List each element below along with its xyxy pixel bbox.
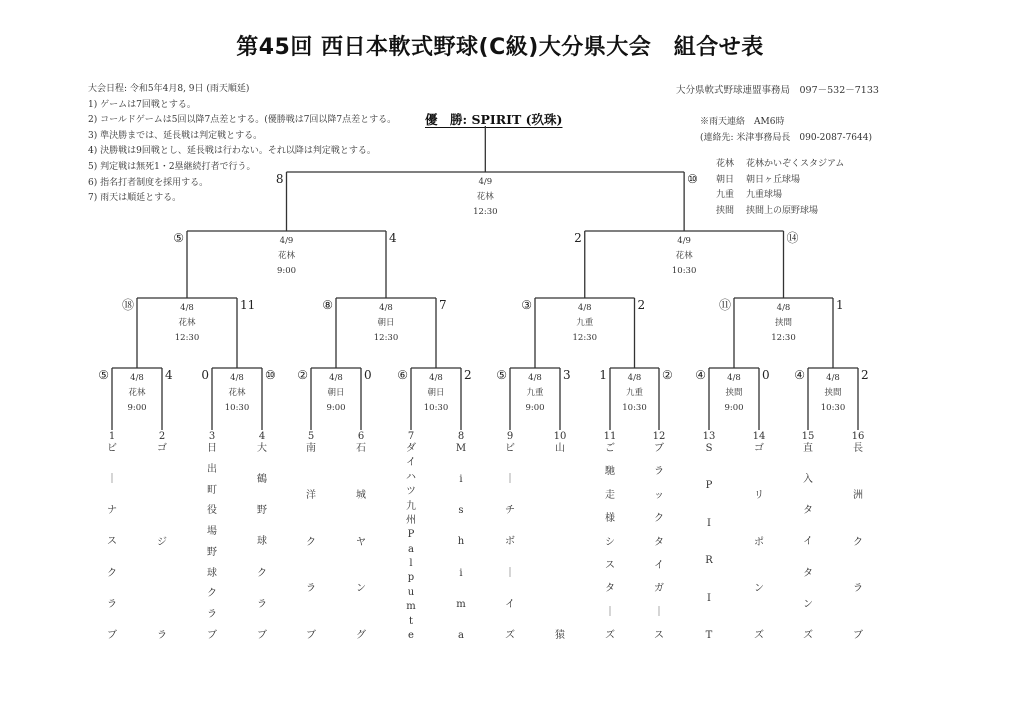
rain-contact-person: (連絡先: 米津事務局長 090-2087-7644) xyxy=(700,133,872,143)
round1-match-venue: 朝日 xyxy=(427,388,445,398)
venue-abbr: 九重 xyxy=(716,190,735,200)
team-number: 7 xyxy=(407,431,415,442)
rule-item: 2) コールドゲームは5回以降7点差とする。(優勝戦は7回以降7点差とする。 xyxy=(88,115,397,126)
rule-item: 3) 準決勝までは、延長戦は判定戦とする。 xyxy=(88,130,263,141)
team-entry xyxy=(498,431,522,641)
round1-match-venue: 九重 xyxy=(625,388,644,398)
round1-match-score-right: 0 xyxy=(762,368,770,382)
semifinal-match-date: 4/9 xyxy=(279,236,294,246)
quarterfinal-match-time: 12:30 xyxy=(771,333,796,343)
quarterfinal-match-date: 4/8 xyxy=(577,303,592,313)
team-number: 10 xyxy=(553,431,567,442)
venue-abbr: 朝日 xyxy=(716,174,735,185)
quarterfinal-match-score-right: 7 xyxy=(439,298,447,312)
round1-match-date: 4/8 xyxy=(627,373,642,383)
round1-match-venue: 花林 xyxy=(128,388,146,398)
team-name: S P I R I T xyxy=(705,443,713,641)
round1-match-score-left: ④ xyxy=(695,368,706,382)
quarterfinal-match-score-left: ⑧ xyxy=(322,298,333,312)
team-number: 14 xyxy=(752,431,766,442)
team-name: 南 洋 ク ラ ブ xyxy=(306,443,316,641)
team-name: ご 馳 走 様 シ ス タ ｜ ズ xyxy=(605,443,615,641)
round1-match-date: 4/8 xyxy=(429,373,443,383)
team-entry xyxy=(150,431,174,641)
semifinal-match-time: 10:30 xyxy=(671,266,697,276)
round1-match-venue: 挟間 xyxy=(725,388,743,398)
quarterfinal-match-score-left: ⑱ xyxy=(121,298,134,312)
quarterfinal-match-time: 12:30 xyxy=(572,333,597,343)
team-number: 13 xyxy=(702,431,716,442)
round1-match-score-left: ② xyxy=(297,368,308,382)
venue-name: 朝日ヶ丘球場 xyxy=(746,174,801,185)
team-number: 4 xyxy=(258,431,266,442)
round1-match-date: 4/8 xyxy=(826,373,840,383)
semifinal-match-score-right: 4 xyxy=(389,231,397,245)
quarterfinal-match-score-right: 11 xyxy=(240,298,256,312)
team-number: 2 xyxy=(158,431,166,442)
team-entry xyxy=(200,431,224,641)
round1-match-venue: 花林 xyxy=(228,388,246,398)
team-name: ダ イ ハ ツ 九 州 P a l p u m t e xyxy=(406,443,416,641)
team-number: 3 xyxy=(208,431,216,442)
round1-match-venue: 朝日 xyxy=(327,388,345,398)
round1-match-date: 4/8 xyxy=(130,373,144,383)
team-name: ビ ｜ チ ボ ｜ イ ズ xyxy=(505,443,515,641)
quarterfinal-match-venue: 朝日 xyxy=(377,318,395,328)
round1-match-score-left: ⑤ xyxy=(496,368,507,382)
team-name: 大 鶴 野 球 ク ラ ブ xyxy=(257,443,267,641)
team-entry xyxy=(449,431,473,641)
round1-match-score-right: 4 xyxy=(165,368,173,382)
quarterfinal-match-venue: 九重 xyxy=(576,318,594,328)
quarterfinal-match-venue: 花林 xyxy=(178,318,196,328)
final-match-score-left: 8 xyxy=(275,172,284,186)
team-entry xyxy=(349,431,373,641)
team-entry xyxy=(250,431,274,641)
round1-match-score-right: 2 xyxy=(464,368,472,382)
round1-match-score-right: ⑩ xyxy=(265,368,276,382)
round1-match-venue: 挟間 xyxy=(824,388,842,398)
round1-match-score-left: ④ xyxy=(794,368,805,382)
team-entry xyxy=(548,431,572,641)
round1-match-score-left: ⑥ xyxy=(397,368,408,382)
team-number: 11 xyxy=(603,431,617,442)
team-name: ブ ラ ッ ク タ イ ガ ｜ ス xyxy=(654,443,664,641)
team-name: 長 洲 ク ラ ブ xyxy=(853,443,863,641)
final-match-time: 12:30 xyxy=(473,207,498,217)
venue-abbr: 花林 xyxy=(716,159,735,169)
team-entry xyxy=(100,431,124,641)
round1-match-score-left: 0 xyxy=(201,368,209,382)
round1-match-time: 9:00 xyxy=(525,403,545,413)
round1-match-time: 9:00 xyxy=(326,403,346,413)
rule-item: 1) ゲームは7回戦とする。 xyxy=(88,99,196,110)
team-entry xyxy=(647,431,671,641)
round1-match-score-right: 3 xyxy=(563,368,571,382)
round1-match-time: 10:30 xyxy=(224,403,250,413)
team-number: 8 xyxy=(457,431,465,442)
quarterfinal-match-time: 12:30 xyxy=(174,333,200,343)
rule-item: 5) 判定戦は無死1・2塁継続打者で行う。 xyxy=(88,161,256,172)
round1-match-date: 4/8 xyxy=(329,373,343,383)
team-name: 石 城 ヤ ン グ xyxy=(356,443,366,641)
team-entry xyxy=(747,431,771,641)
round1-match-date: 4/8 xyxy=(727,373,741,383)
team-name: ゴ リ ポ ン ズ xyxy=(754,443,764,641)
team-entry xyxy=(299,431,323,641)
team-entry xyxy=(697,431,721,641)
semifinal-match-score-left: 2 xyxy=(574,231,582,245)
team-name: 日 出 町 役 場 野 球 ク ラ ブ xyxy=(207,443,217,641)
semifinal-match-venue: 花林 xyxy=(277,251,296,261)
venue-name: 挟間上の原野球場 xyxy=(746,205,819,216)
round1-match-score-left: ⑤ xyxy=(98,368,109,382)
round1-match-date: 4/8 xyxy=(528,373,542,383)
team-entry xyxy=(796,431,820,641)
rain-contact-time: ※雨天連絡 AM6時 xyxy=(700,117,785,127)
page-title: 第45回 西日本軟式野球(C級)大分県大会 組合せ表 xyxy=(236,35,764,60)
venue-abbr: 挟間 xyxy=(716,205,735,216)
round1-match-time: 10:30 xyxy=(622,403,647,413)
team-entry xyxy=(846,431,870,641)
round1-match-time: 9:00 xyxy=(724,403,744,413)
venue-name: 花林かいぞくスタジアム xyxy=(746,159,845,169)
quarterfinal-match-score-right: 2 xyxy=(637,298,646,312)
round1-match-score-right: 0 xyxy=(364,368,372,382)
quarterfinal-match-date: 4/8 xyxy=(776,303,791,313)
quarterfinal-match-venue: 挟間 xyxy=(774,318,793,328)
quarterfinal-match-date: 4/8 xyxy=(180,303,194,313)
semifinal-match-date: 4/9 xyxy=(677,236,691,246)
round1-match-score-right: ② xyxy=(662,368,673,382)
final-match-score-right: ⑩ xyxy=(687,172,698,186)
quarterfinal-match-date: 4/8 xyxy=(379,303,393,313)
final-match-date: 4/9 xyxy=(478,177,493,187)
rule-item: 7) 雨天は順延とする。 xyxy=(88,193,182,204)
quarterfinal-match-score-right: 1 xyxy=(836,298,844,312)
rule-schedule: 大会日程: 令和5年4月8, 9日 (雨天順延) xyxy=(88,84,250,94)
semifinal-match-venue: 花林 xyxy=(675,251,693,261)
venue-name: 九重球場 xyxy=(746,190,783,200)
round1-match-time: 10:30 xyxy=(423,403,449,413)
team-name: 山 猿 xyxy=(555,443,565,641)
quarterfinal-match-time: 12:30 xyxy=(373,333,399,343)
team-name: M i s h i m a xyxy=(455,443,467,641)
round1-match-date: 4/8 xyxy=(230,373,244,383)
team-entry xyxy=(399,431,423,641)
team-number: 15 xyxy=(801,431,815,442)
semifinal-match-score-right: ⑭ xyxy=(786,231,799,245)
round1-match-venue: 九重 xyxy=(526,388,544,398)
rule-item: 6) 指名打者制度を採用する。 xyxy=(88,177,209,188)
team-number: 1 xyxy=(108,431,116,442)
team-number: 16 xyxy=(851,431,865,442)
team-name: ビ ｜ ナ ス ク ラ ブ xyxy=(107,443,117,641)
team-name: 直 入 タ イ タ ン ズ xyxy=(803,443,813,641)
round1-match-score-right: 2 xyxy=(861,368,869,382)
round1-match-score-left: 1 xyxy=(599,368,607,382)
rule-item: 4) 決勝戦は9回戦とし、延長戦は行わない。それ以降は判定戦とする。 xyxy=(88,146,376,157)
team-number: 12 xyxy=(652,431,666,442)
team-number: 9 xyxy=(506,431,514,442)
final-match-venue: 花林 xyxy=(476,192,494,202)
team-entry xyxy=(598,431,622,641)
round1-match-time: 10:30 xyxy=(820,403,846,413)
team-number: 5 xyxy=(307,431,315,442)
team-name: ゴ ジ ラ xyxy=(157,443,167,641)
office-contact: 大分県軟式野球連盟事務局 097－532－7133 xyxy=(676,85,879,96)
semifinal-match-score-left: ⑤ xyxy=(173,231,184,245)
round1-match-time: 9:00 xyxy=(127,403,147,413)
quarterfinal-match-score-left: ⑪ xyxy=(718,298,731,312)
semifinal-match-time: 9:00 xyxy=(276,266,297,276)
champion-label: 優 勝: SPIRIT (玖珠) xyxy=(425,112,563,127)
quarterfinal-match-score-left: ③ xyxy=(521,298,532,312)
team-number: 6 xyxy=(357,431,365,442)
